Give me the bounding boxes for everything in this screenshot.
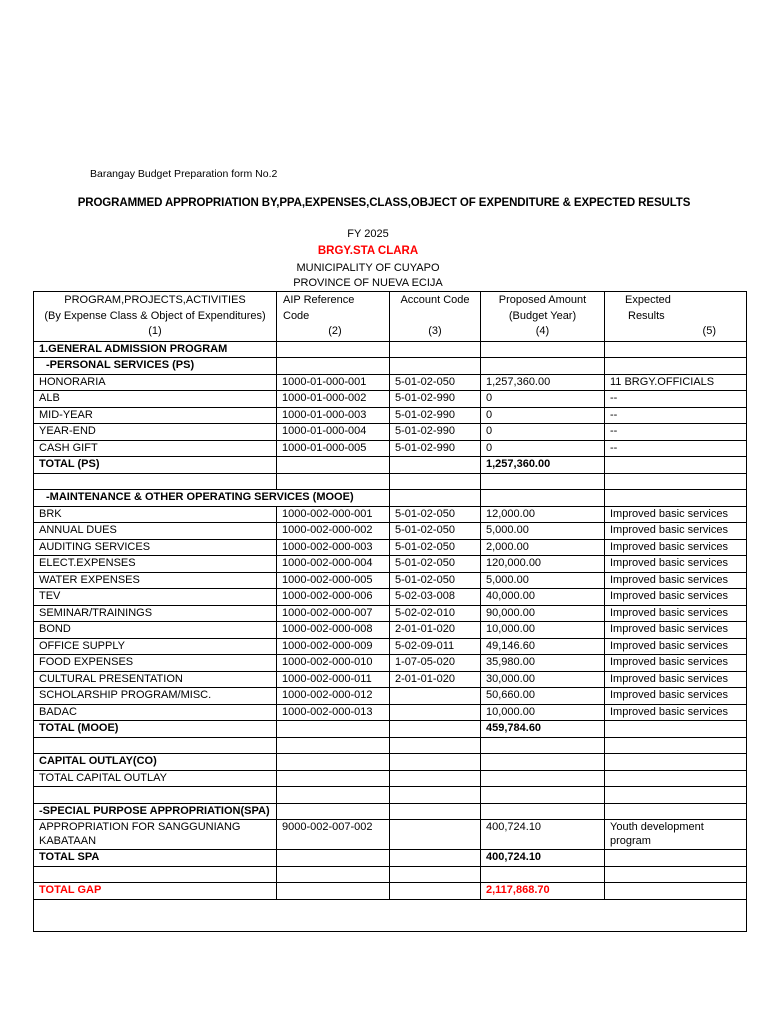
- item-cell: MID-YEAR: [34, 407, 277, 424]
- table-row: [34, 671, 747, 688]
- table-row: [34, 688, 747, 705]
- amount-cell: 40,000.00: [481, 589, 605, 606]
- aip-code-cell: 1000-002-000-006: [277, 589, 390, 606]
- table-header-row: [34, 292, 747, 342]
- account-code-cell: 5-01-02-050: [390, 506, 481, 523]
- header-aip-code: AIP Reference Code (2): [277, 292, 390, 342]
- aip-code-cell: 1000-01-000-001: [277, 374, 390, 391]
- section-row: [34, 341, 747, 358]
- total-amount: 1,257,360.00: [481, 457, 605, 474]
- item-cell: BADAC: [34, 704, 277, 721]
- amount-cell: 50,660.00: [481, 688, 605, 705]
- aip-code-cell: 1000-002-000-003: [277, 539, 390, 556]
- aip-code-cell: 1000-01-000-002: [277, 391, 390, 408]
- table-row: [34, 440, 747, 457]
- section-row: [34, 803, 747, 820]
- section-title: 1.GENERAL ADMISSION PROGRAM: [34, 341, 277, 358]
- total-label: TOTAL CAPITAL OUTLAY: [34, 770, 277, 787]
- aip-code-cell: 1000-01-000-003: [277, 407, 390, 424]
- item-cell: YEAR-END: [34, 424, 277, 441]
- amount-cell: 400,724.10: [481, 820, 605, 850]
- header-proposed-amount: Proposed Amount (Budget Year) (4): [481, 292, 605, 342]
- total-row: [34, 770, 747, 787]
- result-cell: --: [605, 424, 747, 441]
- item-cell: AUDITING SERVICES: [34, 539, 277, 556]
- table-row: [34, 704, 747, 721]
- result-cell: --: [605, 391, 747, 408]
- item-cell: CULTURAL PRESENTATION: [34, 671, 277, 688]
- result-cell: Improved basic services: [605, 655, 747, 672]
- total-label: TOTAL SPA: [34, 850, 277, 867]
- province-name: PROVINCE OF NUEVA ECIJA: [293, 277, 443, 289]
- amount-cell: 1,257,360.00: [481, 374, 605, 391]
- aip-code-cell: 1000-002-000-002: [277, 523, 390, 540]
- result-cell: --: [605, 407, 747, 424]
- aip-code-cell: 1000-002-000-010: [277, 655, 390, 672]
- amount-cell: 30,000.00: [481, 671, 605, 688]
- item-cell: ANNUAL DUES: [34, 523, 277, 540]
- item-cell: SCHOLARSHIP PROGRAM/MISC.: [34, 688, 277, 705]
- result-cell: Improved basic services: [605, 622, 747, 639]
- amount-cell: 5,000.00: [481, 523, 605, 540]
- table-row: [34, 622, 747, 639]
- mooe-rows: [34, 506, 747, 721]
- table-row: [34, 391, 747, 408]
- item-cell: BRK: [34, 506, 277, 523]
- header-program: PROGRAM,PROJECTS,ACTIVITIES (By Expense Class & Object of Expenditures) (1): [34, 292, 277, 342]
- result-cell: Improved basic services: [605, 671, 747, 688]
- header-account-code: Account Code (3): [390, 292, 481, 342]
- blank-row: [34, 473, 747, 490]
- table-row: [34, 407, 747, 424]
- blank-row: [34, 787, 747, 804]
- total-amount: 400,724.10: [481, 850, 605, 867]
- item-cell: CASH GIFT: [34, 440, 277, 457]
- grand-total-amount: 2,117,868.70: [481, 883, 605, 900]
- item-cell: APPROPRIATION FOR SANGGUNIANG KABATAAN: [34, 820, 277, 850]
- section-row: [34, 754, 747, 771]
- total-amount: 459,784.60: [481, 721, 605, 738]
- municipality-name: MUNICIPALITY OF CUYAPO: [296, 262, 440, 274]
- table-row: [34, 572, 747, 589]
- item-cell: TEV: [34, 589, 277, 606]
- amount-cell: 0: [481, 391, 605, 408]
- section-title: -MAINTENANCE & OTHER OPERATING SERVICES (MOOE): [34, 490, 277, 507]
- section-title: -PERSONAL SERVICES (PS): [34, 358, 277, 375]
- table-row: [34, 589, 747, 606]
- table-row: [34, 655, 747, 672]
- aip-code-cell: 1000-002-000-009: [277, 638, 390, 655]
- table-row: [34, 638, 747, 655]
- aip-code-cell: 1000-002-000-012: [277, 688, 390, 705]
- total-row: [34, 850, 747, 867]
- aip-code-cell: 1000-002-000-007: [277, 605, 390, 622]
- table-row: [34, 523, 747, 540]
- account-code-cell: [390, 688, 481, 705]
- account-code-cell: 5-01-02-050: [390, 572, 481, 589]
- result-cell: Improved basic services: [605, 589, 747, 606]
- table-row: [34, 605, 747, 622]
- item-cell: HONORARIA: [34, 374, 277, 391]
- account-code-cell: 5-02-02-010: [390, 605, 481, 622]
- result-cell: Improved basic services: [605, 506, 747, 523]
- amount-cell: 10,000.00: [481, 704, 605, 721]
- aip-code-cell: 1000-002-000-005: [277, 572, 390, 589]
- amount-cell: 0: [481, 407, 605, 424]
- grand-total-label: TOTAL GAP: [34, 883, 277, 900]
- account-code-cell: 5-01-02-990: [390, 440, 481, 457]
- account-code-cell: [390, 704, 481, 721]
- account-code-cell: 5-01-02-990: [390, 391, 481, 408]
- aip-code-cell: 1000-01-000-004: [277, 424, 390, 441]
- account-code-cell: 5-02-09-011: [390, 638, 481, 655]
- aip-code-cell: 1000-01-000-005: [277, 440, 390, 457]
- result-cell: Improved basic services: [605, 556, 747, 573]
- aip-code-cell: 9000-002-007-002: [277, 820, 390, 850]
- blank-row: [34, 737, 747, 754]
- account-code-cell: 5-01-02-050: [390, 374, 481, 391]
- amount-cell: 35,980.00: [481, 655, 605, 672]
- account-code-cell: 5-01-02-050: [390, 556, 481, 573]
- ps-rows: [34, 374, 747, 457]
- account-code-cell: 5-01-02-050: [390, 539, 481, 556]
- aip-code-cell: 1000-002-000-004: [277, 556, 390, 573]
- fiscal-year: FY 2025: [347, 228, 389, 240]
- total-row: [34, 457, 747, 474]
- section-title: -SPECIAL PURPOSE APPROPRIATION(SPA): [34, 803, 277, 820]
- header-expected-results: Expected Results (5): [605, 292, 747, 342]
- amount-cell: 0: [481, 440, 605, 457]
- form-number: Barangay Budget Preparation form No.2: [90, 168, 278, 180]
- table-row: [34, 820, 747, 850]
- account-code-cell: 2-01-01-020: [390, 671, 481, 688]
- result-cell: Improved basic services: [605, 523, 747, 540]
- item-cell: FOOD EXPENSES: [34, 655, 277, 672]
- result-cell: Improved basic services: [605, 704, 747, 721]
- total-row: [34, 721, 747, 738]
- account-code-cell: 1-07-05-020: [390, 655, 481, 672]
- amount-cell: 2,000.00: [481, 539, 605, 556]
- table-row: [34, 424, 747, 441]
- aip-code-cell: 1000-002-000-008: [277, 622, 390, 639]
- item-cell: WATER EXPENSES: [34, 572, 277, 589]
- aip-code-cell: 1000-002-000-011: [277, 671, 390, 688]
- result-cell: --: [605, 440, 747, 457]
- account-code-cell: 2-01-01-020: [390, 622, 481, 639]
- result-cell: Improved basic services: [605, 638, 747, 655]
- result-cell: 11 BRGY.OFFICIALS: [605, 374, 747, 391]
- account-code-cell: 5-01-02-990: [390, 407, 481, 424]
- blank-row: [34, 866, 747, 883]
- table-row: [34, 506, 747, 523]
- item-cell: BOND: [34, 622, 277, 639]
- account-code-cell: 5-01-02-990: [390, 424, 481, 441]
- budget-table: [33, 291, 747, 932]
- document-title: PROGRAMMED APPROPRIATION BY,PPA,EXPENSES,CLASS,OBJECT OF EXPENDITURE & EXPECTED RESULTS: [77, 197, 691, 209]
- table-row: [34, 374, 747, 391]
- blank-row: [34, 899, 747, 931]
- result-cell: Improved basic services: [605, 539, 747, 556]
- amount-cell: 49,146.60: [481, 638, 605, 655]
- result-cell: Improved basic services: [605, 572, 747, 589]
- item-cell: SEMINAR/TRAININGS: [34, 605, 277, 622]
- account-code-cell: 5-01-02-050: [390, 523, 481, 540]
- result-cell: Improved basic services: [605, 605, 747, 622]
- result-cell: Improved basic services: [605, 688, 747, 705]
- table-row: [34, 556, 747, 573]
- barangay-name: BRGY.STA CLARA: [317, 245, 419, 257]
- item-cell: ELECT.EXPENSES: [34, 556, 277, 573]
- amount-cell: 10,000.00: [481, 622, 605, 639]
- item-cell: ALB: [34, 391, 277, 408]
- table-row: [34, 539, 747, 556]
- amount-cell: 120,000.00: [481, 556, 605, 573]
- result-cell: Youth development program: [605, 820, 747, 850]
- section-row: [34, 490, 747, 507]
- item-cell: OFFICE SUPPLY: [34, 638, 277, 655]
- total-label: TOTAL (PS): [34, 457, 277, 474]
- section-row: [34, 358, 747, 375]
- total-label: TOTAL (MOOE): [34, 721, 277, 738]
- amount-cell: 5,000.00: [481, 572, 605, 589]
- amount-cell: 90,000.00: [481, 605, 605, 622]
- amount-cell: 0: [481, 424, 605, 441]
- aip-code-cell: 1000-002-000-001: [277, 506, 390, 523]
- account-code-cell: 5-02-03-008: [390, 589, 481, 606]
- section-title: CAPITAL OUTLAY(CO): [34, 754, 277, 771]
- amount-cell: 12,000.00: [481, 506, 605, 523]
- aip-code-cell: 1000-002-000-013: [277, 704, 390, 721]
- grand-total-row: [34, 883, 747, 900]
- account-code-cell: [390, 820, 481, 850]
